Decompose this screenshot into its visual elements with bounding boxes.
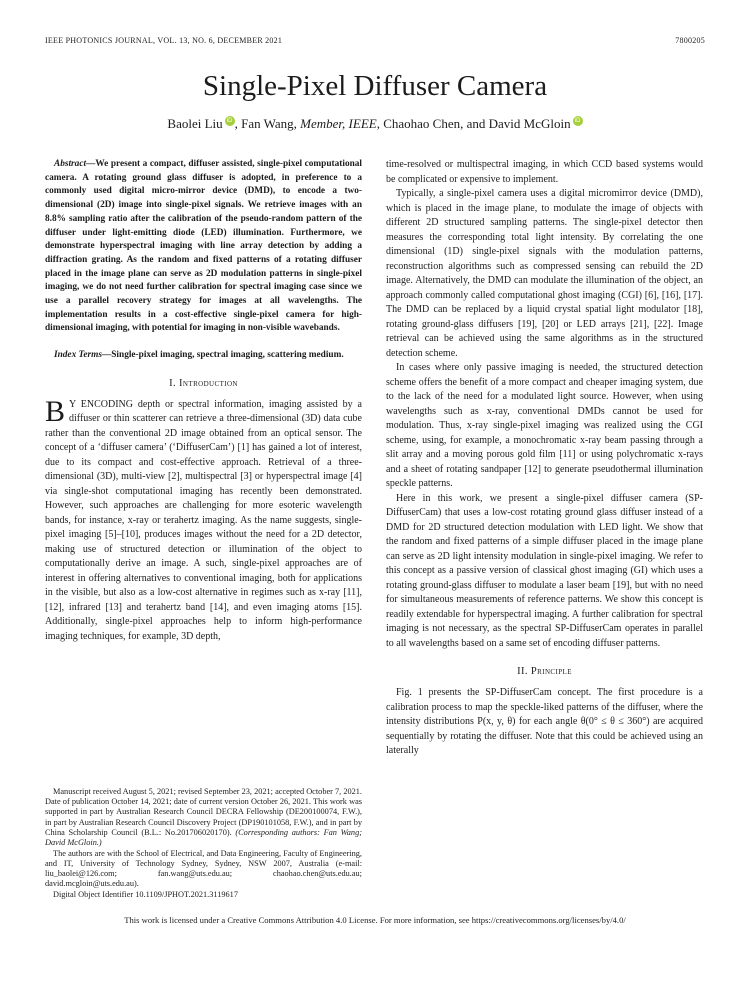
license-line — [45, 915, 705, 925]
two-column-body — [45, 158, 705, 904]
abstract-text: We present a compact, diffuser assisted, single-pixel computational camera. A rotating ground glass diffuser is adopted, in preference to a commonly used digital micro-mirror device (DMD), to encode a two-dimensional (2D) image into single-pixel signals. We retrieve images with an 8.8% sampling ratio after the calibration of the pseudo-random pattern of the diffuser under light-emitting diode (LED) illumination. Furthermore, we demonstrate hyperspectral imaging with line array detection by adding a diffraction grating. As the random and fixed patterns of a rotating diffuser placed in the image plane can serve as 2D modulation patterns in single-pixel imaging, we do not need further calibration for spectral imaging case since we use a parallel recovery strategy for images at all wavelengths. The implementation results in a cost-effective single-pixel camera for high-dimensional imaging, with potential for imaging in non-visible wavebands. — [45, 159, 362, 334]
intro-paragraph-4: In cases where only passive imaging is needed, the structured detection scheme offers the benefit of a more compact and cheaper imaging system, due to the lack of the need for a modulated light source. However, when using wavelengths such as x-ray, conventional DMDs cannot be used for modulation. Thus, x-ray single-pixel imaging was realized using the CGI scheme, using, for example, a monochromatic x-ray beam passing through a slit array and a moving porous gold film [11] or using polychromatic x-rays and a sheet of rotating sandpaper [12] to generate pseudothermal illumination speckle patterns. — [386, 362, 703, 489]
section-heading-principle: II. Principle — [517, 666, 572, 677]
license-text: This work is licensed under a Creative Commons Attribution 4.0 License. For more information, see — [124, 915, 472, 925]
intro-paragraph-5: Here in this work, we present a single-pixel diffuser camera (SP-DiffuserCam) that uses a low-cost rotating ground glass diffuser instead of a DMD for 2D structured detection modulation with LED light. We show that the random and fixed patterns of a simple diffuser placed in the image plane can serve as 2D light intensity modulation in single-pixel imaging. We refer to this concept as a passive version of classical ghost imaging (GI) which uses a rotating ground-glass diffuser to modulate a laser beam [19], but with no need for simultaneous measurements of reference patterns. We show this concept is readily extendable for hyperspectral imaging. A further calibration for spectral imaging is not necessary, as the spectral SP-DiffuserCam operates in parallel to all wavelengths based on a same set of encoding diffuser patterns. — [386, 492, 703, 649]
index-terms-text: Single-pixel imaging, spectral imaging, scattering medium. — [111, 350, 344, 361]
page-title: Single-Pixel Diffuser Camera — [202, 70, 548, 102]
author-membership: Member, IEEE — [300, 116, 377, 131]
left-column — [45, 158, 362, 904]
orcid-icon[interactable] — [573, 116, 583, 126]
index-terms — [45, 349, 362, 363]
journal-header: IEEE PHOTONICS JOURNAL, VOL. 13, NO. 6, DECEMBER 2021 — [45, 36, 283, 45]
orcid-icon-label: iD — [226, 118, 233, 124]
article-number: 7800205 — [675, 36, 705, 45]
abstract-lead: Abstract— — [54, 159, 96, 169]
footnote-doi: Digital Object Identifier 10.1109/JPHOT.2021.3119617 — [53, 889, 238, 899]
intro-paragraph-2: time-resolved or multispectral imaging, in which CCD based systems would be complicated or expensive to implement. — [386, 159, 703, 185]
right-column — [386, 158, 703, 904]
footnote-manuscript — [45, 787, 362, 849]
author-separator-1: , Fan Wang, — [234, 116, 301, 131]
principle-paragraph-1: Fig. 1 presents the SP-DiffuserCam concept. The first procedure is a calibration process to map the speckle-liked patterns of the diffuser, where the intensity distributions P(x, y, θ) for each angle θ(0° ≤ θ ≤ 360°) are acquired sequentially by rotating the diffuser. Note that this could be achieved using an laterally — [386, 687, 703, 756]
intro-paragraph-1-text: Y ENCODING depth or spectral information, imaging assisted by a diffuser or thin scatterer can retrieve a three-dimensional (3D) data cube rather than the conventional 2D image obtained from an optical sensor. The concept of a ‘diffuser camera’ (‘DiffuserCam’) [1] has gained a lot of interest, due to its compact and cost-effective approach. Retrieval of a three-dimensional (3D), multi-view [2], multispectral [3] or hyperspectral image [4] via single-shot computational imaging has recently been demonstrated. However, such approaches are challenging for more esoteric wavelength bands, for instance, x-ray or terahertz imaging. As the name suggests, single-pixel imaging [5]–[10], produces images without the need for a 2D detector, making use of structured detection or illumination of the object to computationally derive an image. A such, single-pixel approaches are of interest in offering alternatives to conventional imaging, both for applications in the visible, but also as a low-cost alternative in regimes such as x-ray [11], [12], infrared [13] and terahertz band [14], and even imaging atoms [15]. Additionally, single-pixel approaches help to inform high-performance imaging techniques, for example, 3D depth, — [45, 398, 362, 642]
orcid-icon-label: iD — [574, 118, 581, 124]
orcid-icon[interactable] — [225, 116, 235, 126]
index-terms-lead: Index Terms— — [54, 350, 112, 361]
abstract — [45, 158, 362, 336]
section-heading-introduction: I. Introduction — [169, 377, 238, 389]
license-url-link[interactable]: https://creativecommons.org/licenses/by/4.0/ — [471, 915, 626, 925]
author-line — [45, 116, 705, 132]
author-separator-2: , Chaohao Chen, and David McGloin — [376, 116, 571, 131]
running-head — [45, 36, 705, 45]
author-name-1: Baolei Liu — [167, 116, 223, 131]
footnote-corresponding-authors: (Corresponding authors: Fan Wang; David McGloin.) — [45, 827, 362, 848]
footnote-manuscript-text: Manuscript received August 5, 2021; revised September 23, 2021; accepted October 7, 2021. Date of publication October 14, 2021; date of current version October 26, 2021. This work was supported in part by Australian Research Council DECRA Fellowship (DE200100074, F.W.), in part by Australian Research Council Discovery Project (DP190101058, F.W.), and in part by China Scholarship Council (B.L.: No.201706020170). — [45, 786, 362, 837]
first-page-footnote — [45, 787, 362, 904]
intro-paragraph-1 — [45, 394, 362, 645]
dropcap-letter: B — [45, 394, 66, 428]
intro-paragraph-3: Typically, a single-pixel camera uses a digital micromirror device (DMD), which is placed in the image plane, to modulate the image of objects with different 2D structured sampling patterns. The single-pixel detector then measures the corresponding total light intensity. By correlating the one dimensional (1D) single-pixel signals with the modulation patterns, reconstruction algorithms such as compressed sensing can rebuild the 2D image. Alternatively, the DMD can modulate the illumination of the object, an approach commonly called computational ghost imaging (CGI) [6], [16], [17]. The DMD can be replaced by a liquid crystal spatial light modulator [18], rotating ground-glass diffusers [19], [20] or LED arrays [21], [22]. Image retrieval can be achieved using the same algorithms as in the structured detection scheme. — [386, 188, 703, 359]
footnote-affiliation: The authors are with the School of Electrical, and Data Engineering, Faculty of Engineering, and IT, University of Technology Sydney, Sydney, NSW 2007, Australia (e-mail: liu_baolei@126.com; fan.wang@uts.edu.au; chaohao.chen@uts.edu.au; david.mcgloin@uts.edu.au). — [45, 848, 362, 889]
